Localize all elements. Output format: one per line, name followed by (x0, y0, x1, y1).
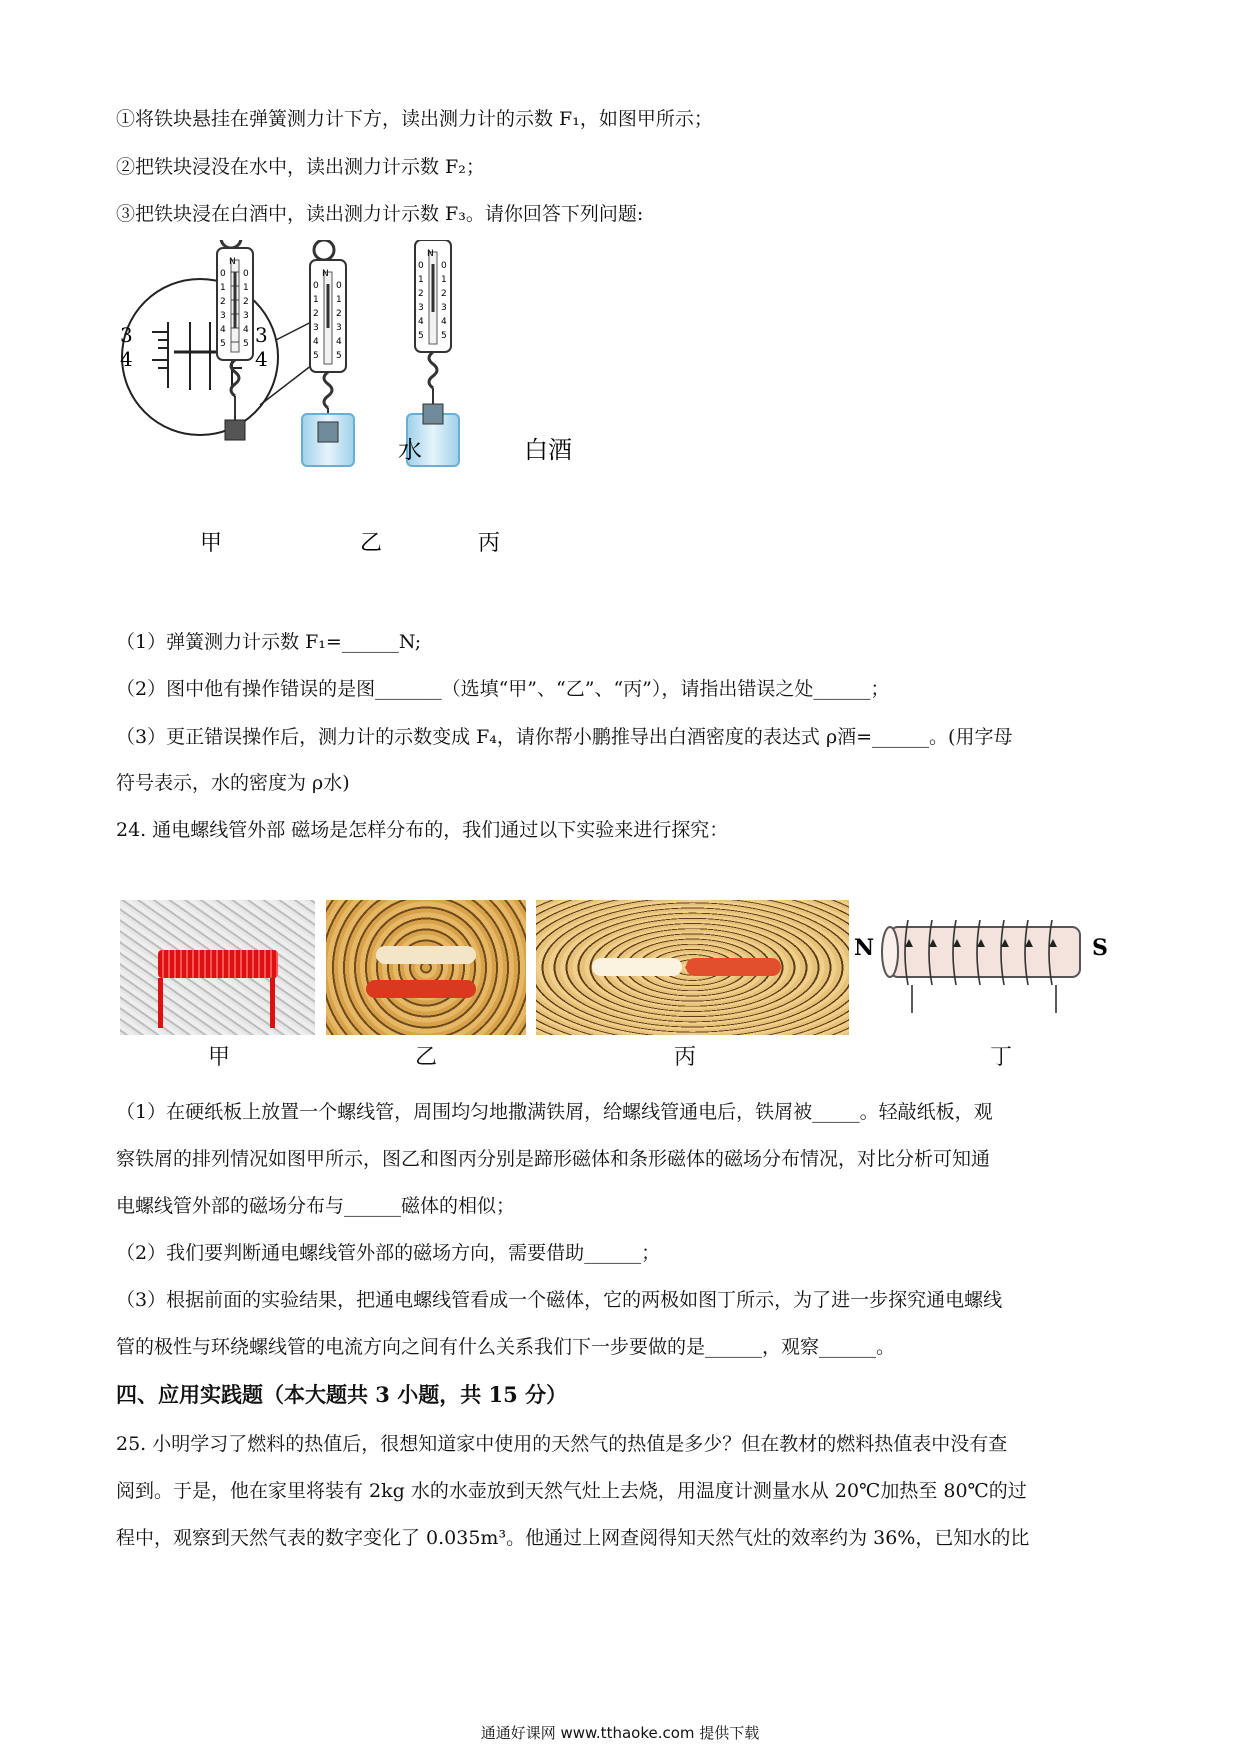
q24-part-1b: 察铁屑的排列情况如图甲所示，图乙和图丙分别是蹄形磁体和条形磁体的磁场分布情况，对比分析可知通 (116, 1148, 991, 1170)
step-1: ①将铁块悬挂在弹簧测力计下方，读出测力计的示数 F₁，如图甲所示； (116, 108, 713, 130)
zoom-tick-left-4: 4 (120, 347, 133, 371)
photo-label-yi: 乙 (415, 1045, 438, 1070)
photo-solenoid-iron-filings (120, 900, 315, 1035)
figure-label-bing: 丙 (478, 531, 501, 556)
q24-part-1a: （1）在硬纸板上放置一个螺线管，周围均匀地撒满铁屑，给螺线管通电后，铁屑被_____。轻敲纸板，观 (116, 1101, 993, 1123)
svg-text:1: 1 (441, 275, 447, 285)
pole-n-label: N (854, 935, 875, 961)
svg-text:2: 2 (336, 309, 342, 319)
step-3: ③把铁块浸在白酒中，读出测力计示数 F₃。请你回答下列问题: (116, 203, 644, 225)
svg-text:1: 1 (220, 283, 226, 293)
svg-text:0: 0 (220, 269, 226, 279)
svg-text:2: 2 (313, 309, 319, 319)
svg-text:3: 3 (220, 311, 226, 321)
zoom-tick-right-4: 4 (255, 347, 268, 371)
q24-part-3a: （3）根据前面的实验结果，把通电螺线管看成一个磁体，它的两极如图丁所示，为了进一步探究通电螺线 (116, 1289, 1003, 1311)
svg-text:4: 4 (336, 337, 342, 347)
spring-scale-bing (407, 240, 459, 466)
svg-text:N: N (322, 269, 329, 279)
svg-text:1: 1 (313, 295, 319, 305)
photo-label-jia: 甲 (208, 1045, 231, 1070)
svg-text:5: 5 (243, 339, 249, 349)
q23-part-2: （2）图中他有操作错误的是图_______（选填“甲”、“乙”、“丙”），请指出错误之处______； (116, 678, 890, 700)
liquid-label-water: 水 (398, 436, 422, 464)
photo-horseshoe-magnet-field (326, 900, 526, 1035)
svg-text:3: 3 (336, 323, 342, 333)
q23-part-3b: 符号表示，水的密度为 ρ水) (116, 772, 350, 794)
svg-text:5: 5 (441, 331, 447, 341)
svg-text:5: 5 (418, 331, 424, 341)
svg-text:2: 2 (418, 289, 424, 299)
svg-text:5: 5 (336, 351, 342, 361)
liquid-label-baijiu: 白酒 (524, 436, 572, 464)
svg-text:4: 4 (243, 325, 249, 335)
svg-text:3: 3 (441, 303, 447, 313)
svg-text:4: 4 (418, 317, 424, 327)
page-footer: 通通好课网 www.tthaoke.com 提供下载 (480, 1724, 760, 1742)
svg-text:2: 2 (243, 297, 249, 307)
q25-line-2: 阅到。于是，他在家里将装有 2kg 水的水壶放到天然气灶上去烧，用温度计测量水从 20℃加热至 80℃的过 (116, 1480, 1027, 1502)
svg-text:4: 4 (441, 317, 447, 327)
q23-part-1: （1）弹簧测力计示数 F₁=______N; (116, 631, 422, 653)
figure-label-jia: 甲 (200, 531, 223, 556)
svg-text:4: 4 (313, 337, 319, 347)
svg-text:5: 5 (313, 351, 319, 361)
svg-text:N: N (427, 249, 434, 259)
q24-part-2: （2）我们要判断通电螺线管外部的磁场方向，需要借助______； (116, 1242, 661, 1264)
svg-text:1: 1 (336, 295, 342, 305)
figure-label-yi: 乙 (360, 531, 383, 556)
svg-text:2: 2 (220, 297, 226, 307)
spring-scale-figure (110, 240, 630, 570)
svg-text:3: 3 (243, 311, 249, 321)
photo-bar-magnet-field (536, 900, 849, 1035)
q24-intro: 24. 通电螺线管外部 磁场是怎样分布的，我们通过以下实验来进行探究： (116, 819, 729, 841)
photo-label-ding: 丁 (990, 1045, 1013, 1070)
photo-label-bing: 丙 (674, 1045, 697, 1070)
q24-part-3b: 管的极性与环绕螺线管的电流方向之间有什么关系我们下一步要做的是______，观察______。 (116, 1336, 896, 1358)
q25-line-3: 程中，观察到天然气表的数字变化了 0.035m³。他通过上网查阅得知天然气灶的效率约为 36%，已知水的比 (116, 1527, 1030, 1549)
svg-text:0: 0 (336, 281, 342, 291)
svg-text:0: 0 (441, 261, 447, 271)
svg-text:2: 2 (441, 289, 447, 299)
svg-text:5: 5 (220, 339, 226, 349)
svg-text:3: 3 (418, 303, 424, 313)
step-2: ②把铁块浸没在水中，读出测力计示数 F₂； (116, 156, 485, 178)
zoom-tick-right-3: 3 (255, 323, 268, 347)
q24-part-1c: 电螺线管外部的磁场分布与______磁体的相似； (116, 1195, 516, 1217)
spring-scale-yi (302, 240, 354, 466)
svg-text:0: 0 (313, 281, 319, 291)
q23-part-3a: （3）更正错误操作后，测力计的示数变成 F₄，请你帮小鹏推导出白酒密度的表达式 ρ酒=______。(用字母 (116, 726, 1013, 748)
svg-text:1: 1 (243, 283, 249, 293)
svg-text:0: 0 (243, 269, 249, 279)
q25-line-1: 25. 小明学习了燃料的热值后，很想知道家中使用的天然气的热值是多少？但在教材的燃料热值表中没有查 (116, 1433, 1008, 1455)
svg-text:N: N (229, 257, 236, 267)
solenoid-diagram (850, 905, 1120, 1035)
section-4-heading: 四、应用实践题（本大题共 3 小题，共 15 分） (116, 1382, 568, 1407)
svg-text:0: 0 (418, 261, 424, 271)
svg-text:4: 4 (220, 325, 226, 335)
zoom-tick-left-3: 3 (120, 323, 133, 347)
pole-s-label: S (1092, 935, 1108, 961)
svg-text:3: 3 (313, 323, 319, 333)
svg-text:1: 1 (418, 275, 424, 285)
